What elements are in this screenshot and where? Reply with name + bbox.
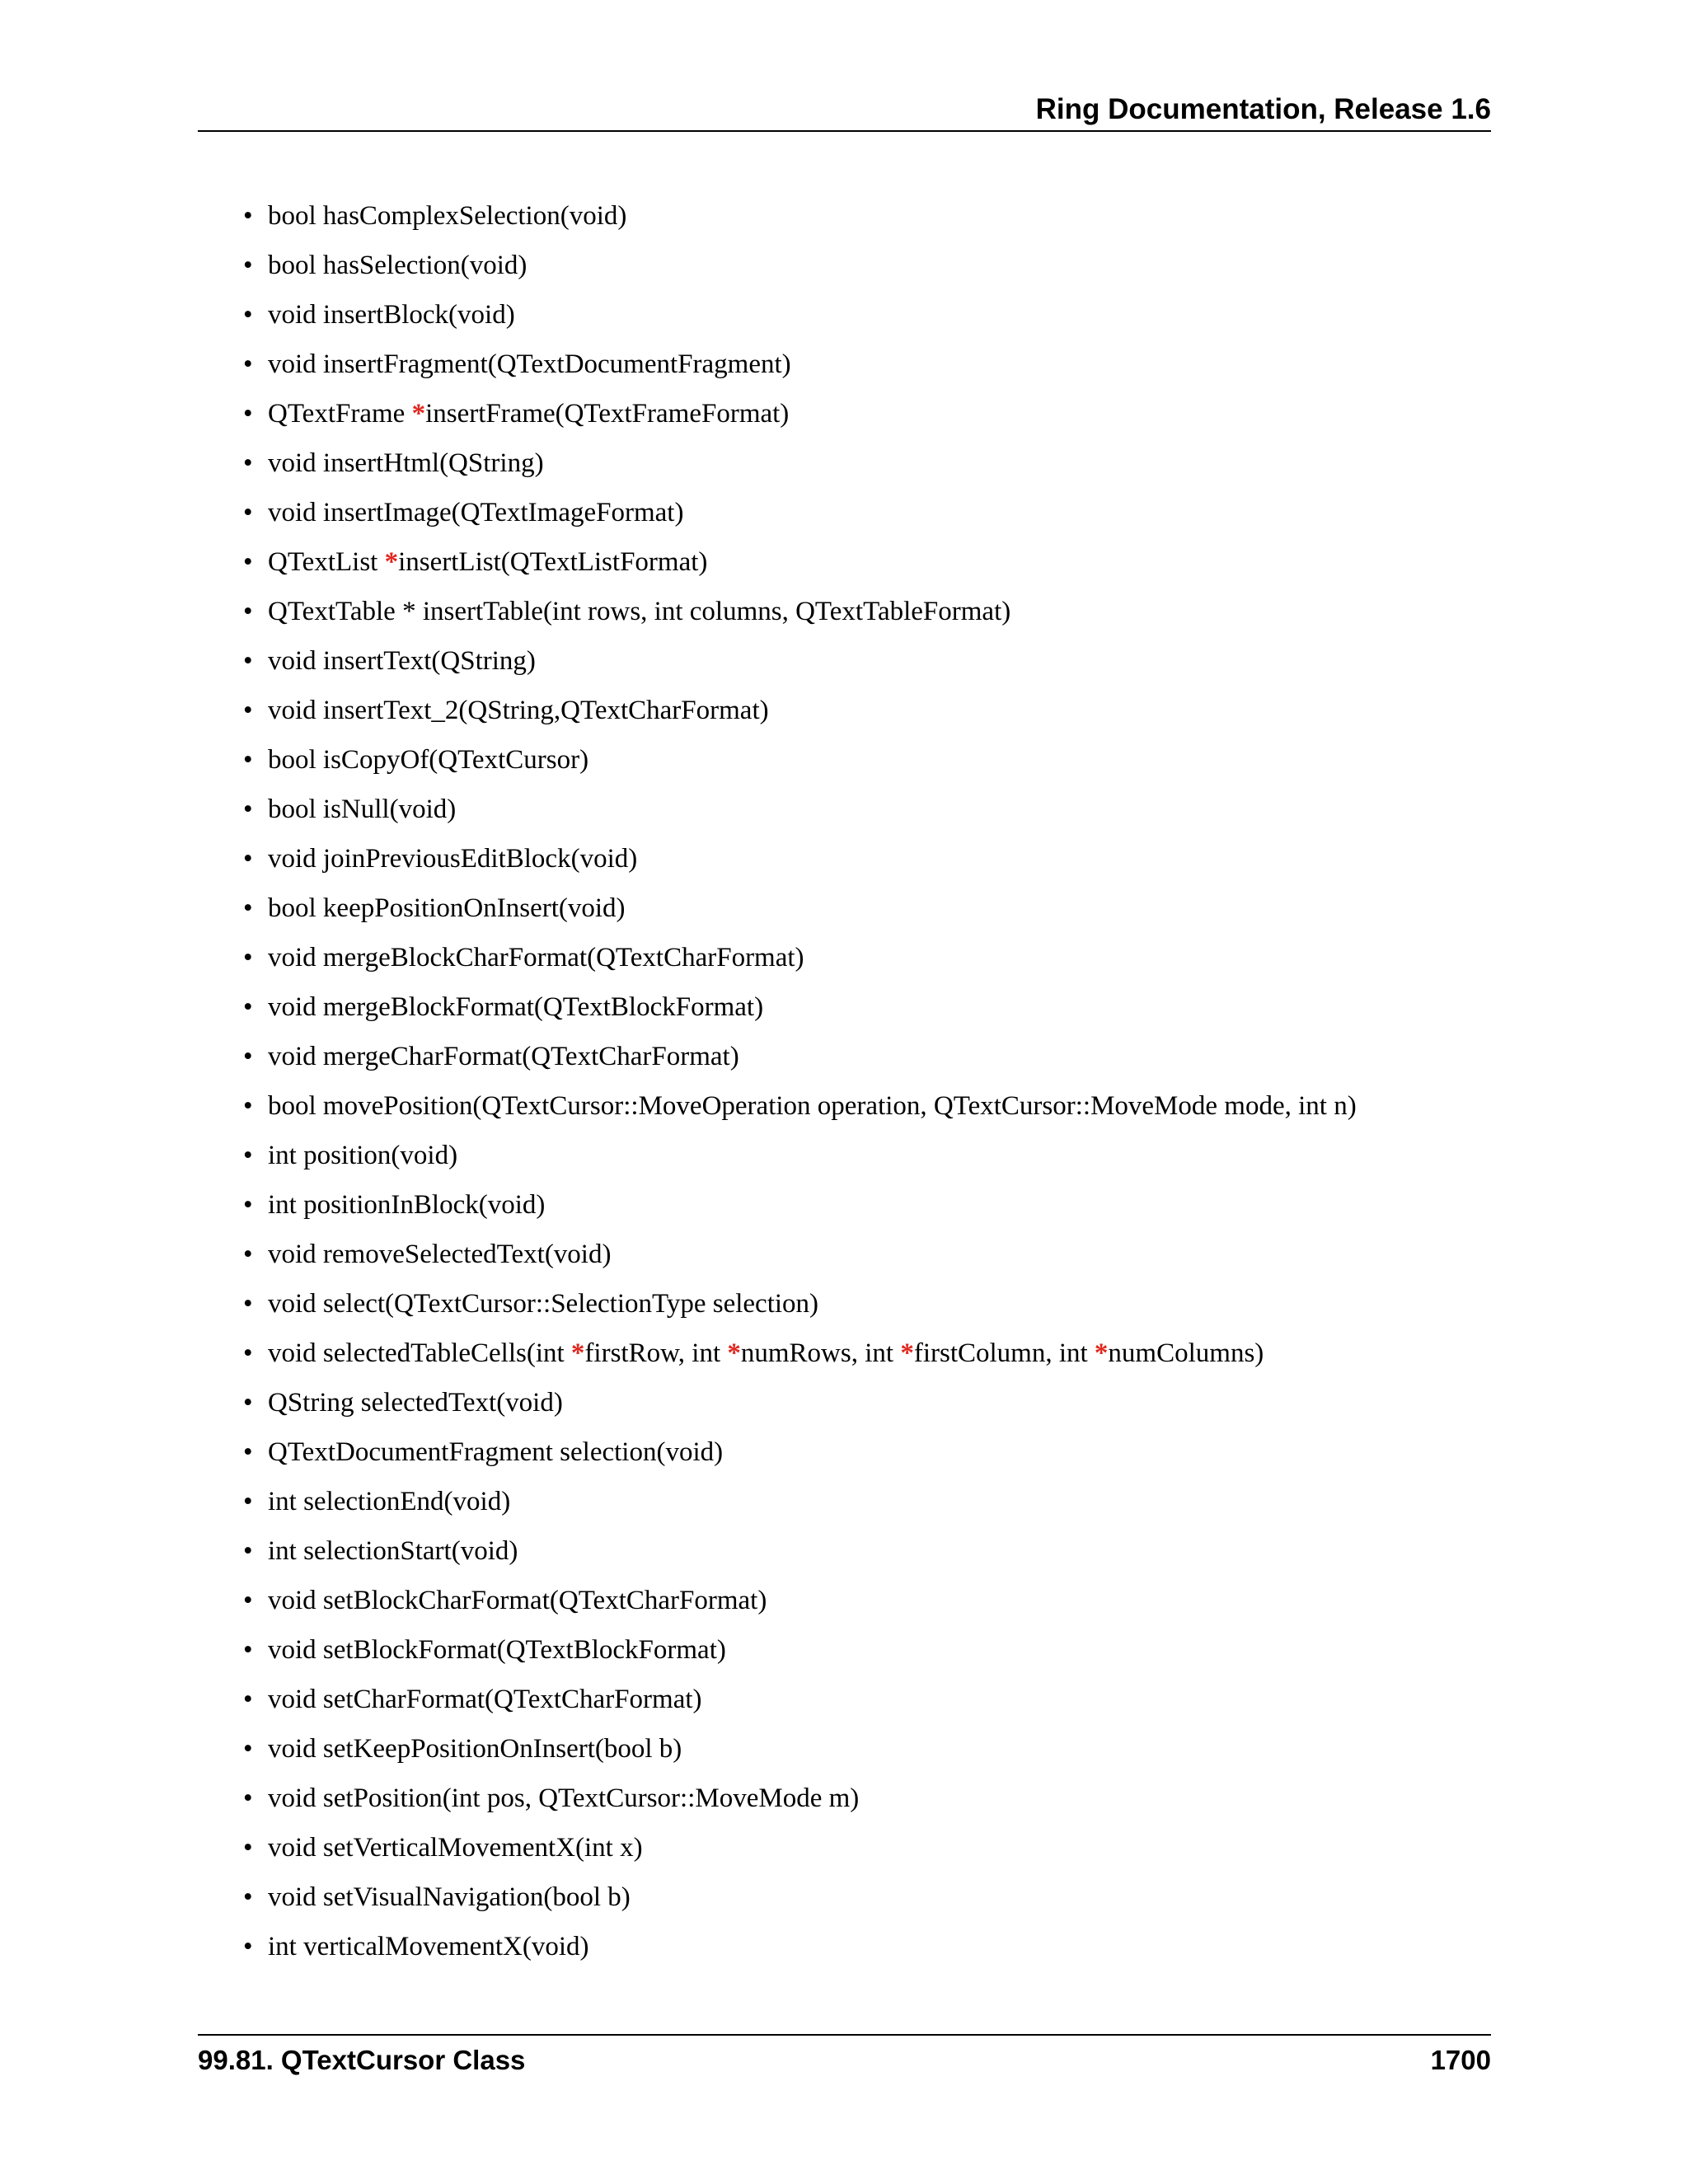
bullet-icon: • [243, 943, 253, 972]
bullet-icon: • [243, 597, 253, 626]
method-signature-text: int positionInBlock(void) [268, 1190, 546, 1220]
bullet-icon: • [243, 1388, 253, 1418]
list-item [243, 1037, 1357, 1086]
method-signature-text: void mergeBlockCharFormat(QTextCharFormat) [268, 943, 804, 972]
list-item [243, 790, 1357, 839]
method-signature-text: void removeSelectedText(void) [268, 1240, 612, 1269]
method-signature-text: void insertFragment(QTextDocumentFragment) [268, 349, 791, 379]
bullet-icon: • [243, 1437, 253, 1467]
bullet-icon: • [243, 1141, 253, 1170]
method-list [243, 196, 1357, 1976]
method-signature-text: void setVerticalMovementX(int x) [268, 1833, 643, 1863]
bullet-icon: • [243, 399, 253, 429]
list-item [243, 1432, 1357, 1482]
list-item [243, 394, 1357, 443]
bullet-icon: • [243, 992, 253, 1022]
pointer-star: * [1094, 1338, 1109, 1368]
list-item [243, 592, 1357, 641]
bullet-icon: • [243, 1734, 253, 1764]
method-signature-text: numRows, int [740, 1338, 901, 1368]
method-signature-text: QTextList [268, 547, 385, 577]
list-item [243, 1630, 1357, 1680]
list-item [243, 542, 1357, 592]
list-item [243, 443, 1357, 493]
list-item [243, 740, 1357, 790]
method-signature-text: bool keepPositionOnInsert(void) [268, 893, 626, 923]
method-signature-text: bool movePosition(QTextCursor::MoveOperation operation, QTextCursor::MoveMode mode, int n) [268, 1091, 1357, 1121]
method-signature-text: bool isNull(void) [268, 794, 457, 824]
bullet-icon: • [243, 646, 253, 676]
pointer-star: * [411, 399, 426, 429]
bullet-icon: • [243, 448, 253, 478]
bullet-icon: • [243, 844, 253, 874]
bullet-icon: • [243, 893, 253, 923]
bullet-icon: • [243, 1833, 253, 1863]
method-signature-text: firstColumn, int [913, 1338, 1095, 1368]
bullet-icon: • [243, 1042, 253, 1071]
bullet-icon: • [243, 201, 253, 231]
method-signature-text: void setBlockCharFormat(QTextCharFormat) [268, 1586, 767, 1615]
list-item [243, 641, 1357, 691]
list-item [243, 246, 1357, 295]
bullet-icon: • [243, 251, 253, 280]
list-item [243, 1927, 1357, 1976]
bullet-icon: • [243, 1536, 253, 1566]
bullet-icon: • [243, 1932, 253, 1961]
method-signature-text: QString selectedText(void) [268, 1388, 563, 1418]
method-signature-text: void insertHtml(QString) [268, 448, 544, 478]
bullet-icon: • [243, 1190, 253, 1220]
method-signature-text: void insertBlock(void) [268, 300, 515, 330]
pointer-star: * [570, 1338, 585, 1368]
method-signature-text: int verticalMovementX(void) [268, 1932, 589, 1961]
list-item [243, 295, 1357, 344]
header-divider [198, 130, 1491, 132]
method-signature-text: QTextDocumentFragment selection(void) [268, 1437, 724, 1467]
method-signature-text: void insertImage(QTextImageFormat) [268, 498, 684, 527]
list-item [243, 196, 1357, 246]
list-item [243, 1779, 1357, 1828]
bullet-icon: • [243, 1586, 253, 1615]
method-signature-text: void mergeBlockFormat(QTextBlockFormat) [268, 992, 764, 1022]
list-item [243, 839, 1357, 888]
method-signature-text: void joinPreviousEditBlock(void) [268, 844, 638, 874]
method-signature-text: QTextTable * insertTable(int rows, int columns, QTextTableFormat) [268, 597, 1011, 626]
list-item [243, 1235, 1357, 1284]
method-signature-text: void insertText_2(QString,QTextCharFormat) [268, 696, 769, 725]
method-signature-text: void insertText(QString) [268, 646, 536, 676]
list-item [243, 1828, 1357, 1877]
bullet-icon: • [243, 745, 253, 775]
list-item [243, 938, 1357, 987]
method-signature-text: void setBlockFormat(QTextBlockFormat) [268, 1635, 726, 1665]
method-signature-text: int selectionEnd(void) [268, 1487, 511, 1516]
bullet-icon: • [243, 1783, 253, 1813]
bullet-icon: • [243, 349, 253, 379]
method-signature-text: QTextFrame [268, 399, 412, 429]
method-signature-text: insertFrame(QTextFrameFormat) [425, 399, 790, 429]
method-signature-text: firstRow, int [584, 1338, 728, 1368]
bullet-icon: • [243, 498, 253, 527]
bullet-icon: • [243, 1685, 253, 1714]
list-item [243, 1729, 1357, 1779]
method-signature-text: int position(void) [268, 1141, 458, 1170]
method-signature-text: void setKeepPositionOnInsert(bool b) [268, 1734, 682, 1764]
list-item [243, 1185, 1357, 1235]
bullet-icon: • [243, 1240, 253, 1269]
method-signature-text: void selectedTableCells(int [268, 1338, 571, 1368]
list-item [243, 344, 1357, 394]
list-item [243, 691, 1357, 740]
pointer-star: * [900, 1338, 914, 1368]
pointer-star: * [384, 547, 399, 577]
bullet-icon: • [243, 1091, 253, 1121]
bullet-icon: • [243, 696, 253, 725]
method-signature-text: numColumns) [1108, 1338, 1264, 1368]
bullet-icon: • [243, 547, 253, 577]
bullet-icon: • [243, 1338, 253, 1368]
method-signature-text: int selectionStart(void) [268, 1536, 518, 1566]
list-item [243, 888, 1357, 938]
method-signature-text: void setPosition(int pos, QTextCursor::MoveMode m) [268, 1783, 860, 1813]
section-title: 99.81. QTextCursor Class [198, 2045, 526, 2075]
bullet-icon: • [243, 1289, 253, 1319]
list-item [243, 1581, 1357, 1630]
method-signature-text: bool hasSelection(void) [268, 251, 528, 280]
list-item [243, 1136, 1357, 1185]
bullet-icon: • [243, 1487, 253, 1516]
list-item [243, 1680, 1357, 1729]
pointer-star: * [727, 1338, 741, 1368]
bullet-icon: • [243, 1882, 253, 1912]
method-signature-text: void setCharFormat(QTextCharFormat) [268, 1685, 702, 1714]
list-item [243, 987, 1357, 1037]
bullet-icon: • [243, 794, 253, 824]
list-item [243, 1383, 1357, 1432]
method-signature-text: void select(QTextCursor::SelectionType selection) [268, 1289, 819, 1319]
bullet-icon: • [243, 1635, 253, 1665]
list-item [243, 1482, 1357, 1531]
method-signature-text: insertList(QTextListFormat) [398, 547, 708, 577]
method-signature-text: void mergeCharFormat(QTextCharFormat) [268, 1042, 739, 1071]
list-item [243, 1531, 1357, 1581]
method-signature-text: bool isCopyOf(QTextCursor) [268, 745, 589, 775]
method-signature-text: void setVisualNavigation(bool b) [268, 1882, 631, 1912]
list-item [243, 1086, 1357, 1136]
bullet-icon: • [243, 300, 253, 330]
list-item [243, 493, 1357, 542]
page-number: 1700 [1430, 2045, 1491, 2075]
method-signature-text: bool hasComplexSelection(void) [268, 201, 627, 231]
list-item [243, 1333, 1357, 1383]
footer-divider [198, 2034, 1491, 2036]
document-title: Ring Documentation, Release 1.6 [1035, 93, 1491, 125]
list-item [243, 1284, 1357, 1333]
list-item [243, 1877, 1357, 1927]
